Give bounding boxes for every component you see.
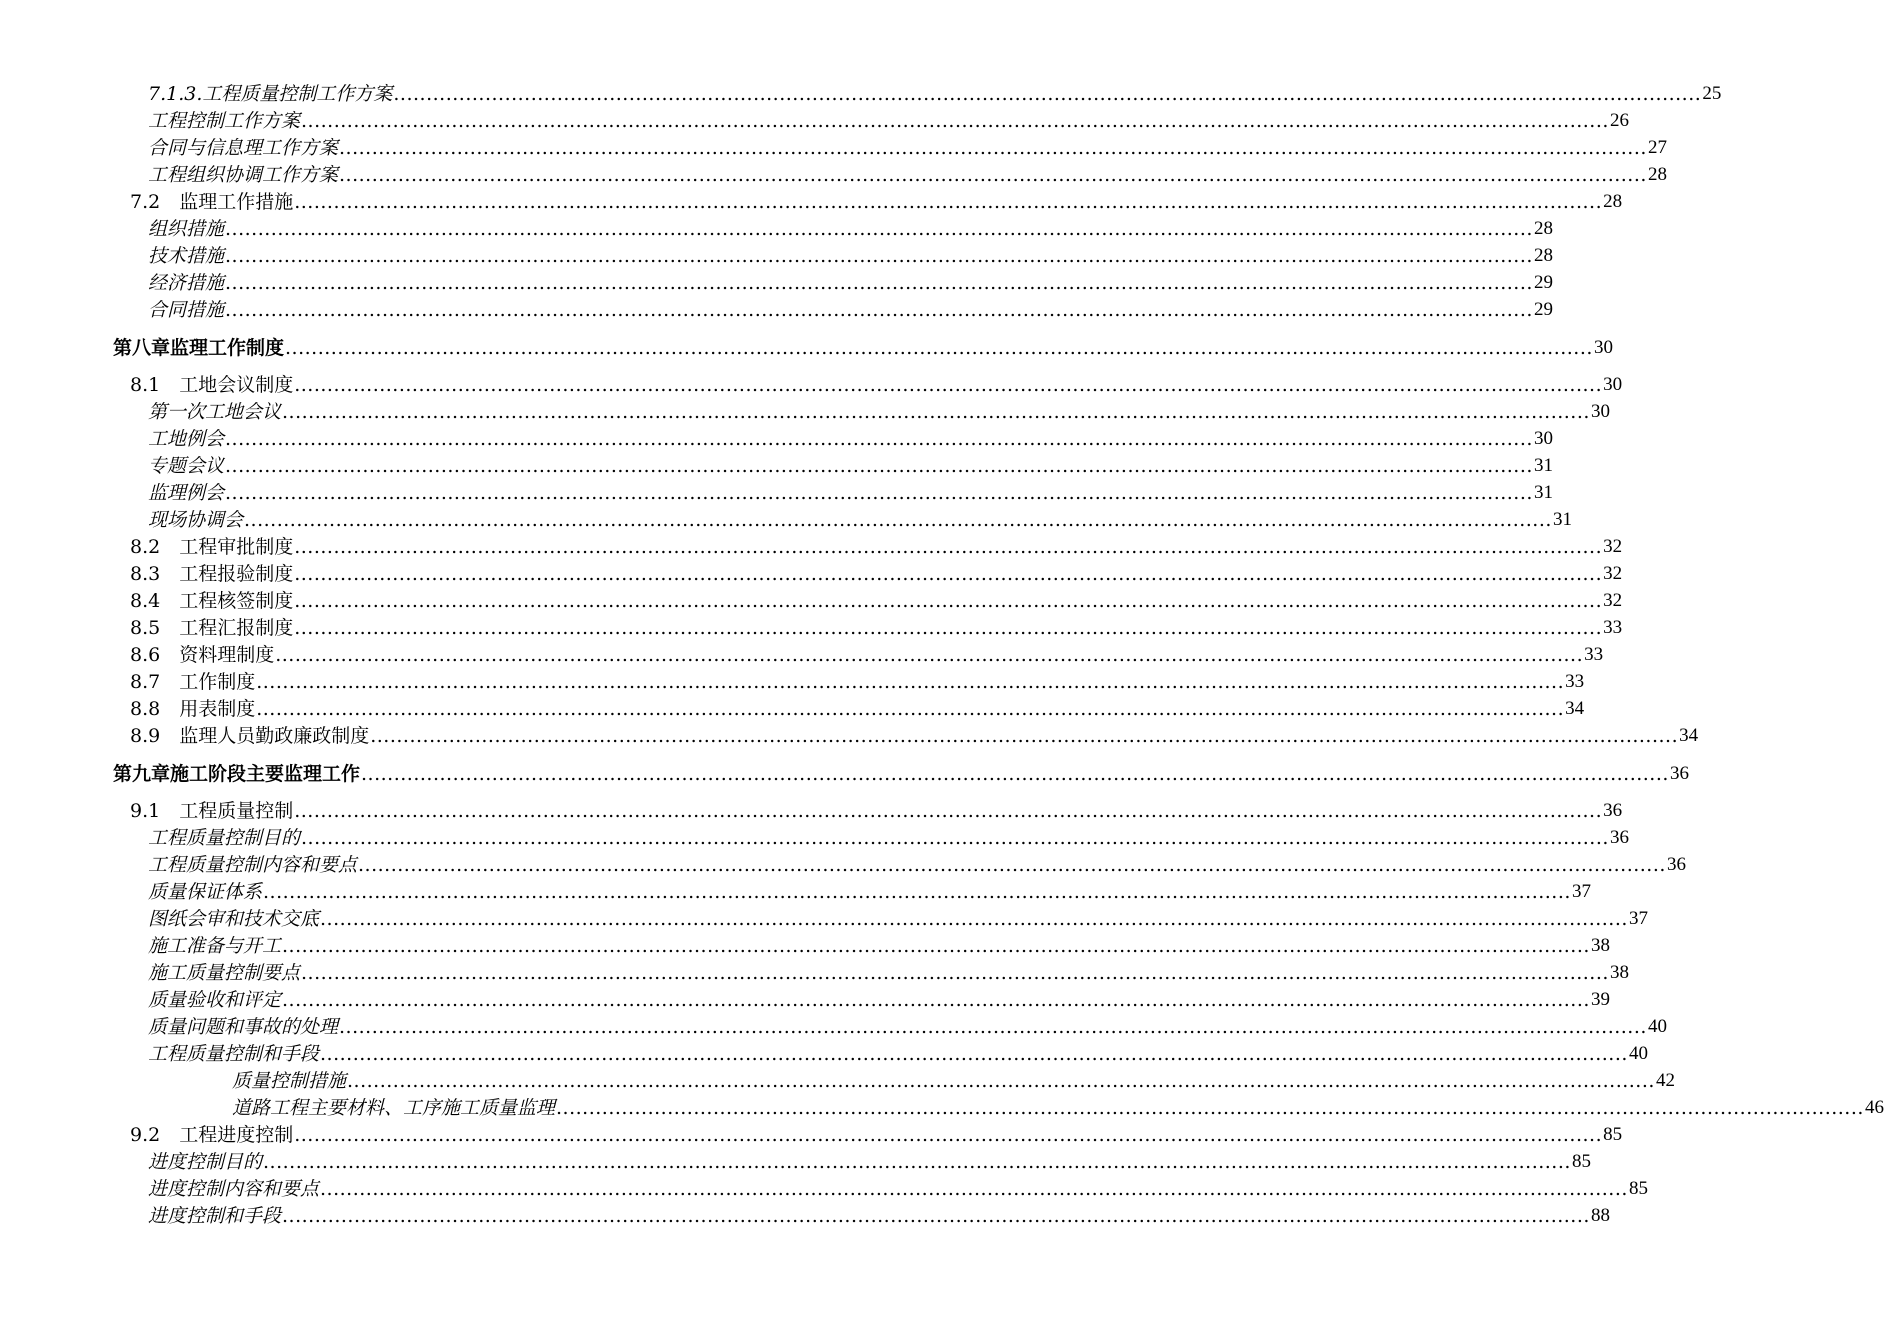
toc-entry-title: 8.2 工程审批制度: [130, 536, 294, 558]
toc-page-number: 28: [1533, 245, 1553, 266]
toc-page-number: 33: [1584, 644, 1604, 665]
toc-page-number: 38: [1590, 935, 1610, 956]
toc-leader-dots: ........................................................................................................................................................................................................: [244, 509, 1552, 531]
toc-page-number: 37: [1628, 908, 1648, 929]
toc-page-number: 39: [1590, 989, 1610, 1010]
toc-page-number: 34: [1679, 725, 1699, 746]
toc-entry-title: 合同措施: [148, 299, 225, 321]
toc-entry[interactable]: [148, 132, 1667, 159]
toc-page-number: 30: [1603, 374, 1623, 395]
toc-page-number: 33: [1565, 671, 1585, 692]
toc-page-number: 36: [1666, 854, 1686, 875]
toc-page-number: 88: [1590, 1205, 1610, 1226]
toc-page-number: 36: [1669, 763, 1689, 784]
toc-leader-dots: ........................................................................................................................................................................................................: [275, 644, 1584, 666]
toc-entry[interactable]: [148, 477, 1553, 504]
toc-page-number: 85: [1603, 1124, 1623, 1145]
toc-entry-title: 施工质量控制要点: [148, 962, 301, 984]
toc-entry[interactable]: [148, 105, 1629, 132]
toc-page-number: 31: [1552, 509, 1572, 530]
toc-entry[interactable]: [232, 1065, 1675, 1092]
toc-leader-dots: ........................................................................................................................................................................................................: [358, 854, 1666, 876]
toc-entry-title: 道路工程主要材料、工序施工质量监理: [232, 1097, 556, 1119]
toc-leader-dots: ........................................................................................................................................................................................................: [556, 1097, 1864, 1119]
toc-entry[interactable]: [148, 984, 1610, 1011]
toc-page-number: 32: [1603, 536, 1623, 557]
toc-entry-title: 第九章施工阶段主要监理工作: [113, 763, 361, 785]
toc-entry-title: 工程组织协调工作方案: [148, 164, 339, 186]
toc-entry[interactable]: [148, 1173, 1648, 1200]
toc-entry[interactable]: [130, 795, 1623, 822]
toc-entry[interactable]: [113, 332, 1613, 359]
toc-page-number: 29: [1533, 272, 1553, 293]
toc-page-number: 42: [1655, 1070, 1675, 1091]
toc-page-number: 28: [1603, 191, 1623, 212]
toc-entry-title: 质量问题和事故的处理: [148, 1016, 339, 1038]
toc-entry-title: 经济措施: [148, 272, 225, 294]
toc-entry[interactable]: [148, 450, 1553, 477]
toc-entry[interactable]: [148, 849, 1686, 876]
toc-entry[interactable]: [148, 1011, 1667, 1038]
toc-leader-dots: ........................................................................................................................................................................................................: [294, 617, 1603, 639]
toc-leader-dots: ........................................................................................................................................................................................................: [339, 137, 1647, 159]
toc-page-number: 25: [1702, 83, 1722, 104]
toc-entry[interactable]: [148, 1038, 1648, 1065]
toc-page-number: 46: [1864, 1097, 1884, 1118]
toc-page-number: 34: [1565, 698, 1585, 719]
toc-page-number: 37: [1571, 881, 1591, 902]
toc-entry[interactable]: [148, 423, 1553, 450]
toc-entry[interactable]: [148, 78, 1722, 105]
toc-entry-title: 组织措施: [148, 218, 225, 240]
toc-page-number: 31: [1533, 455, 1553, 476]
toc-entry[interactable]: [148, 240, 1553, 267]
toc-entry-title: 第八章监理工作制度: [113, 337, 285, 359]
toc-leader-dots: ........................................................................................................................................................................................................: [294, 536, 1603, 558]
toc-page-number: 85: [1628, 1178, 1648, 1199]
toc-page-number: 26: [1609, 110, 1629, 131]
toc-leader-dots: ........................................................................................................................................................................................................: [320, 1178, 1628, 1200]
toc-leader-dots: ........................................................................................................................................................................................................: [225, 428, 1533, 450]
toc-entry[interactable]: [130, 666, 1585, 693]
toc-leader-dots: ........................................................................................................................................................................................................: [294, 563, 1603, 585]
toc-entry-title: 施工准备与开工: [148, 935, 282, 957]
toc-leader-dots: ........................................................................................................................................................................................................: [256, 698, 1565, 720]
toc-entry[interactable]: [130, 1119, 1623, 1146]
toc-leader-dots: ........................................................................................................................................................................................................: [294, 800, 1603, 822]
toc-entry-title: 8.7 工作制度: [130, 671, 256, 693]
toc-entry[interactable]: [130, 369, 1623, 396]
toc-leader-dots: ........................................................................................................................................................................................................: [301, 827, 1609, 849]
toc-entry[interactable]: [148, 159, 1667, 186]
toc-entry[interactable]: [148, 957, 1629, 984]
toc-entry-title: 9.1 工程质量控制: [130, 800, 294, 822]
toc-leader-dots: ........................................................................................................................................................................................................: [225, 482, 1533, 504]
toc-entry-title: 技术措施: [148, 245, 225, 267]
toc-page-number: 31: [1533, 482, 1553, 503]
toc-leader-dots: ........................................................................................................................................................................................................: [294, 374, 1603, 396]
toc-entry[interactable]: [130, 720, 1699, 747]
toc-leader-dots: ........................................................................................................................................................................................................: [339, 164, 1647, 186]
toc-leader-dots: ........................................................................................................................................................................................................: [294, 191, 1603, 213]
toc-leader-dots: ........................................................................................................................................................................................................: [339, 1016, 1647, 1038]
toc-entry[interactable]: [130, 612, 1623, 639]
toc-page-number: 30: [1590, 401, 1610, 422]
toc-entry-title: 工程控制工作方案: [148, 110, 301, 132]
toc-leader-dots: ........................................................................................................................................................................................................: [361, 763, 1669, 785]
toc-leader-dots: ........................................................................................................................................................................................................: [225, 272, 1533, 294]
toc-entry[interactable]: [148, 1200, 1610, 1227]
toc-entry-title: 8.5 工程汇报制度: [130, 617, 294, 639]
toc-entry-title: 9.2 工程进度控制: [130, 1124, 294, 1146]
toc-leader-dots: ........................................................................................................................................................................................................: [320, 1043, 1628, 1065]
toc-page-number: 36: [1609, 827, 1629, 848]
toc-entry-title: 8.1 工地会议制度: [130, 374, 294, 396]
toc-leader-dots: ........................................................................................................................................................................................................: [256, 671, 1565, 693]
toc-entry-title: 现场协调会: [148, 509, 244, 531]
toc-page-number: 28: [1647, 164, 1667, 185]
toc-entry[interactable]: [148, 876, 1591, 903]
toc-entry[interactable]: [130, 639, 1604, 666]
toc-entry-title: 合同与信息理工作方案: [148, 137, 339, 159]
toc-entry[interactable]: [148, 1146, 1591, 1173]
toc-entry[interactable]: [148, 930, 1610, 957]
toc-page-number: 40: [1628, 1043, 1648, 1064]
toc-leader-dots: ........................................................................................................................................................................................................: [225, 218, 1533, 240]
toc-leader-dots: ........................................................................................................................................................................................................: [282, 935, 1590, 957]
toc-leader-dots: ........................................................................................................................................................................................................: [282, 989, 1590, 1011]
toc-entry-title: 工程质量控制目的: [148, 827, 301, 849]
toc-page-number: 36: [1603, 800, 1623, 821]
toc-entry[interactable]: [148, 294, 1553, 321]
toc-leader-dots: ........................................................................................................................................................................................................: [320, 908, 1628, 930]
toc-page-number: 32: [1603, 590, 1623, 611]
toc-page-number: 33: [1603, 617, 1623, 638]
toc-entry-title: 工程质量控制和手段: [148, 1043, 320, 1065]
toc-page-number: 40: [1647, 1016, 1667, 1037]
toc-leader-dots: ........................................................................................................................................................................................................: [347, 1070, 1655, 1092]
toc-entry-title: 质量验收和评定: [148, 989, 282, 1011]
toc-leader-dots: ........................................................................................................................................................................................................: [393, 83, 1702, 105]
toc-page-number: 85: [1571, 1151, 1591, 1172]
toc-leader-dots: ........................................................................................................................................................................................................: [263, 881, 1571, 903]
toc-entry[interactable]: [130, 531, 1623, 558]
toc-entry-title: 专题会议: [148, 455, 225, 477]
toc-entry-title: 工程质量控制内容和要点: [148, 854, 358, 876]
toc-leader-dots: ........................................................................................................................................................................................................: [301, 962, 1609, 984]
toc-leader-dots: ........................................................................................................................................................................................................: [285, 337, 1593, 359]
toc-entry-title: 图纸会审和技术交底: [148, 908, 320, 930]
toc-entry-title: 进度控制目的: [148, 1151, 263, 1173]
toc-leader-dots: ........................................................................................................................................................................................................: [370, 725, 1679, 747]
toc-page-number: 29: [1533, 299, 1553, 320]
toc-leader-dots: ........................................................................................................................................................................................................: [294, 590, 1603, 612]
toc-entry[interactable]: [130, 558, 1623, 585]
toc-entry-title: 第一次工地会议: [148, 401, 282, 423]
toc-page-number: 27: [1647, 137, 1667, 158]
toc-entry-title: 质量保证体系: [148, 881, 263, 903]
toc-entry-title: 工地例会: [148, 428, 225, 450]
toc-entry-title: 进度控制和手段: [148, 1205, 282, 1227]
toc-entry[interactable]: [148, 396, 1610, 423]
toc-entry-title: 8.9 监理人员勤政廉政制度: [130, 725, 370, 747]
toc-entry-title: 8.6 资料理制度: [130, 644, 275, 666]
toc-page-number: 32: [1603, 563, 1623, 584]
toc-entry[interactable]: [148, 267, 1553, 294]
toc-entry-title: 8.4 工程核签制度: [130, 590, 294, 612]
toc-page-number: 30: [1533, 428, 1553, 449]
toc-page-number: 38: [1609, 962, 1629, 983]
toc-leader-dots: ........................................................................................................................................................................................................: [294, 1124, 1603, 1146]
toc-entry-title: 7.1.3.工程质量控制工作方案: [148, 83, 393, 105]
toc-entry-title: 8.8 用表制度: [130, 698, 256, 720]
toc-entry[interactable]: [130, 585, 1623, 612]
toc-entry-title: 质量控制措施: [232, 1070, 347, 1092]
toc-entry-title: 7.2 监理工作措施: [130, 191, 294, 213]
toc-entry-title: 8.3 工程报验制度: [130, 563, 294, 585]
toc-leader-dots: ........................................................................................................................................................................................................: [225, 455, 1533, 477]
toc-page-number: 28: [1533, 218, 1553, 239]
toc-entry[interactable]: [148, 213, 1553, 240]
toc-leader-dots: ........................................................................................................................................................................................................: [282, 401, 1590, 423]
toc-leader-dots: ........................................................................................................................................................................................................: [263, 1151, 1571, 1173]
toc-entry[interactable]: [148, 822, 1629, 849]
toc-entry[interactable]: [130, 186, 1623, 213]
toc-leader-dots: ........................................................................................................................................................................................................: [225, 299, 1533, 321]
toc-entry[interactable]: [232, 1092, 1884, 1119]
toc-entry[interactable]: [148, 903, 1648, 930]
toc-leader-dots: ........................................................................................................................................................................................................: [301, 110, 1609, 132]
toc-entry-title: 监理例会: [148, 482, 225, 504]
toc-entry[interactable]: [130, 693, 1585, 720]
toc-leader-dots: ........................................................................................................................................................................................................: [282, 1205, 1590, 1227]
toc-page-number: 30: [1593, 337, 1613, 358]
toc-entry[interactable]: [113, 758, 1689, 785]
toc-entry-title: 进度控制内容和要点: [148, 1178, 320, 1200]
toc-leader-dots: ........................................................................................................................................................................................................: [225, 245, 1533, 267]
toc-entry[interactable]: [148, 504, 1572, 531]
